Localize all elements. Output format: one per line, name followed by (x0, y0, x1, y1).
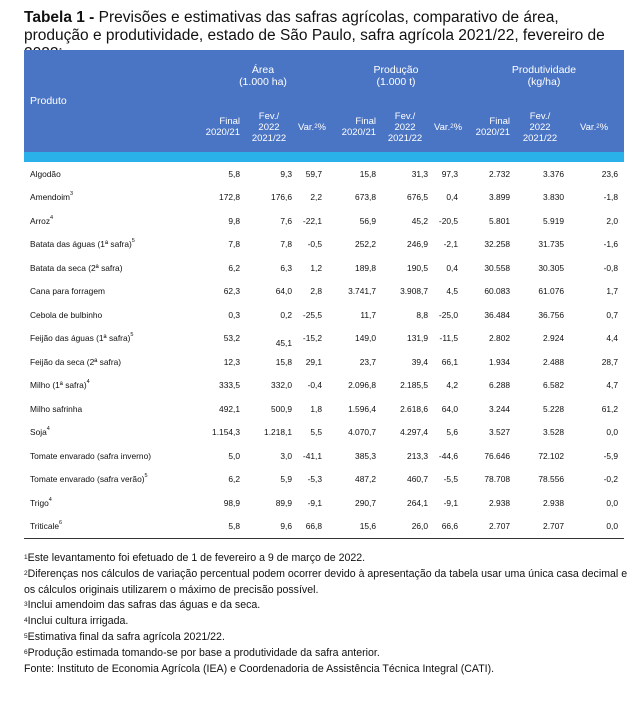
cell-k2: 31.735 (538, 239, 565, 250)
table-row (24, 162, 624, 186)
cell-a3: 1,8 (310, 403, 323, 414)
table-row (24, 491, 624, 515)
header-produto: Produto (24, 50, 198, 152)
cell-a2: 89,9 (275, 497, 292, 508)
footnote-text: Inclui amendoim das safras das águas e da seca. (27, 599, 261, 612)
crop-name (24, 491, 198, 515)
cell-p3: -20,5 (438, 215, 459, 226)
subheader-var-unit: % (599, 121, 609, 133)
subheader-fev-year: 2022 (258, 121, 280, 133)
cell-p2: 264,1 (407, 497, 429, 508)
cell-k2: 3.830 (543, 192, 565, 203)
subheader-area-fev (246, 102, 298, 152)
cell-a2: 7,8 (280, 239, 292, 250)
subheader-fev-label: Fev./ (529, 110, 551, 122)
crop-name (24, 327, 198, 351)
crop-name-text: Tomate envarado (safra verão) (30, 474, 145, 485)
subheader-fev-period: 2021/22 (522, 132, 558, 144)
cell-a3: -22,1 (302, 215, 323, 226)
subheader-area-final (198, 102, 246, 152)
cell-a1: 5,8 (228, 168, 240, 179)
subheader-fev-period: 2021/22 (251, 132, 287, 144)
cell-k1: 2.802 (489, 333, 511, 344)
cell-a3: -25,5 (302, 309, 323, 320)
crop-name-text: Cana para forragem (30, 286, 105, 297)
cell-k1: 30.558 (484, 262, 511, 273)
cell-k1: 3.527 (489, 427, 511, 438)
cell-p1: 385,3 (355, 450, 377, 461)
cell-a3: -9,1 (307, 497, 323, 508)
crop-name-text: Soja (30, 427, 47, 438)
cell-p1: 673,8 (355, 192, 377, 203)
cell-p1: 252,2 (355, 239, 377, 250)
cell-p1: 23,7 (359, 356, 377, 367)
cell-a2: 5,9 (280, 474, 292, 485)
cell-k1: 36.484 (484, 309, 511, 320)
crop-name-text: Feijão da seca (2ª safra) (30, 356, 122, 367)
header-group-produtividade-label: Produtividade (511, 64, 577, 76)
subheader-var-label: Var. (298, 121, 315, 133)
subheader-final-period: 2020/21 (341, 127, 377, 138)
table-body (24, 152, 624, 538)
cell-k3: 0,7 (606, 309, 619, 320)
subheader-final-period: 2020/21 (475, 127, 511, 138)
cell-p2: 31,3 (411, 168, 429, 179)
crop-name (24, 280, 198, 304)
cell-a1: 7,8 (228, 239, 240, 250)
cell-k2: 61.076 (538, 286, 565, 297)
cell-p2: 246,9 (407, 239, 429, 250)
cell-k3: 0,0 (606, 497, 619, 508)
subheader-fev-period: 2021/22 (387, 132, 423, 144)
cell-k3: 28,7 (601, 356, 619, 367)
table-row (24, 397, 624, 421)
cell-a2: 176,6 (271, 192, 292, 203)
table-row (24, 327, 624, 351)
cell-p2: 3.908,7 (400, 286, 429, 297)
footnote (24, 598, 629, 614)
cell-a1: 333,5 (219, 380, 240, 391)
cell-a3: -0,5 (307, 239, 323, 250)
header-group-producao-label: Produção (373, 64, 419, 76)
cell-k2: 30.305 (538, 262, 565, 273)
cell-k3: -1,8 (603, 192, 619, 203)
cell-k3: -0,8 (603, 262, 619, 273)
cell-a1: 5,8 (198, 515, 246, 539)
cell-k2: 5.228 (543, 403, 565, 414)
subheader-final-period: 2020/21 (205, 127, 240, 138)
subheader-var-footnote-ref: 2 (314, 123, 318, 130)
cell-p2: 676,5 (407, 192, 429, 203)
cell-k3: 2,0 (606, 215, 619, 226)
cell-k2: 36.756 (538, 309, 565, 320)
table-row (24, 374, 624, 398)
crop-name (24, 350, 198, 374)
cell-k2: 2.488 (543, 356, 565, 367)
subheader-var-label: Var. (434, 121, 451, 133)
crop-name (24, 374, 198, 398)
crop-name (24, 186, 198, 210)
cell-k3: 4,4 (606, 333, 619, 344)
cell-k2: 2.938 (543, 497, 565, 508)
subheader-fev-label: Fev./ (258, 110, 280, 122)
subheader-var-footnote-ref: 2 (450, 123, 454, 130)
footnote-number: 1 (24, 554, 28, 561)
table-row (24, 233, 624, 257)
cell-k2: 2.924 (543, 333, 565, 344)
cell-k3: 23,6 (601, 168, 619, 179)
crop-name-text: Batata da seca (2ª safra) (30, 262, 123, 273)
table-row (24, 350, 624, 374)
cell-a3: 2,2 (310, 192, 323, 203)
cell-p3: 97,3 (441, 168, 459, 179)
subheader-var-footnote-ref: 2 (596, 123, 600, 130)
table-row (24, 280, 624, 304)
cell-a1: 9,8 (228, 215, 240, 226)
cell-p2: 26,0 (382, 515, 434, 539)
cell-k2: 72.102 (538, 450, 565, 461)
cell-a3: 29,1 (305, 356, 323, 367)
subheader-final-label: Final (219, 116, 240, 127)
cell-a2: 332,0 (271, 380, 292, 391)
cell-a3: 2,8 (310, 286, 323, 297)
crop-name-text: Cebola de bulbinho (30, 309, 103, 320)
cell-a1: 62,3 (223, 286, 240, 297)
table-row (24, 256, 624, 280)
crop-table-container (24, 50, 624, 539)
cell-a3: 66,8 (298, 515, 328, 539)
cell-k3: 0,0 (606, 427, 619, 438)
cell-p1: 2.096,8 (348, 380, 377, 391)
cell-p3: 66,6 (434, 515, 464, 539)
table-title-text: Previsões e estimativas das safras agrícolas, comparativo de área, produção e produtividade, estado de São Paulo, safra agrícola 2021/22, fevereiro de (24, 9, 605, 44)
crop-footnote-ref: 5 (131, 238, 135, 245)
cell-p1: 15,8 (359, 168, 377, 179)
cell-a3: -41,1 (302, 450, 323, 461)
cell-a2: 0,2 (280, 309, 292, 320)
cell-p2: 8,8 (416, 309, 429, 320)
cell-a2: 64,0 (275, 286, 292, 297)
header-group-area-unit: (1.000 ha) (239, 76, 287, 88)
cell-k2: 3.528 (543, 427, 565, 438)
cell-a3: 1,2 (310, 262, 323, 273)
crop-name (24, 421, 198, 445)
crop-name (24, 515, 198, 539)
cell-p2: 131,9 (407, 333, 429, 344)
footnote-text: Diferenças nos cálculos de variação percentual podem ocorrer devido à apresentação da tabela usar uma única casa decimal e os cálculos originais utilizarem o máximo de precisão possível. (24, 567, 628, 596)
cell-k2: 6.582 (543, 380, 565, 391)
cell-a1: 172,8 (219, 192, 240, 203)
cell-a1: 12,3 (223, 356, 240, 367)
cell-a2: 15,8 (275, 356, 292, 367)
cell-k2: 78.556 (538, 474, 565, 485)
cell-p1: 3.741,7 (348, 286, 377, 297)
footnote (24, 567, 629, 599)
cell-a1: 492,1 (219, 403, 240, 414)
cell-p1: 149,0 (355, 333, 377, 344)
cell-a1: 0,3 (228, 309, 240, 320)
cell-p3: -44,6 (438, 450, 459, 461)
footnotes (24, 551, 629, 677)
cell-p2: 39,4 (411, 356, 429, 367)
subheader-produtividade-var (570, 102, 624, 152)
cell-k2: 3.376 (543, 168, 565, 179)
cell-p3: 0,4 (446, 192, 459, 203)
cell-p1: 290,7 (355, 497, 377, 508)
subheader-fev-label: Fev./ (394, 110, 416, 122)
cell-p3: -2,1 (443, 239, 459, 250)
subheader-producao-var (434, 102, 464, 152)
crop-footnote-ref: 4 (46, 426, 50, 433)
subheader-produtividade-fev (516, 102, 570, 152)
subheader-fev-year: 2022 (529, 121, 551, 133)
subheader-produtividade-final (464, 102, 516, 152)
cell-k3: 1,7 (606, 286, 619, 297)
cell-k3: 4,7 (606, 380, 619, 391)
crop-name (24, 303, 198, 327)
cell-p1: 189,8 (355, 262, 377, 273)
cell-a2: 9,6 (246, 515, 298, 539)
footnote (24, 551, 629, 567)
cell-p2: 213,3 (407, 450, 429, 461)
footnote-number: 5 (24, 632, 28, 640)
cell-p1: 487,2 (355, 474, 377, 485)
cell-p1: 11,7 (360, 309, 377, 320)
subheader-producao-fev (382, 102, 434, 152)
subheader-var-unit: % (317, 121, 326, 133)
cell-a1: 5,0 (228, 450, 240, 461)
footnote (24, 662, 629, 678)
table-row (24, 468, 624, 492)
cell-p3: 64,0 (441, 403, 459, 414)
cell-a3: 5,5 (310, 427, 323, 438)
cell-p3: 66,1 (441, 356, 459, 367)
subheader-fev-year: 2022 (394, 121, 416, 133)
crop-name-text: Arroz (30, 215, 51, 226)
crop-name (24, 162, 198, 186)
table-row (24, 421, 624, 445)
cell-a2: 6,3 (280, 262, 292, 273)
cell-k3: 61,2 (601, 403, 619, 414)
footnote-number: 6 (24, 648, 28, 656)
cell-p1: 1.596,4 (348, 403, 377, 414)
crop-name-text: Feijão das águas (1ª safra) (30, 333, 131, 344)
footnote-number: 2 (24, 569, 28, 577)
crop-name (24, 209, 198, 233)
subheader-final-label: Final (489, 116, 511, 127)
table-header (24, 50, 624, 152)
cell-p3: 5,6 (446, 427, 459, 438)
table-row (24, 303, 624, 327)
cell-a3: -5,3 (307, 474, 323, 485)
crop-footnote-ref: 4 (48, 496, 52, 503)
cell-a1: 53,2 (223, 333, 240, 344)
cell-k1: 2.707 (464, 515, 516, 539)
crop-name (24, 444, 198, 468)
footnote-number: 4 (24, 617, 28, 625)
cell-p3: -9,1 (443, 497, 459, 508)
cell-k1: 76.646 (484, 450, 511, 461)
subheader-final-label: Final (355, 116, 377, 127)
cell-k1: 2.938 (489, 497, 511, 508)
table-title-label: Tabela 1 - (24, 9, 95, 26)
cell-p3: -5,5 (443, 474, 459, 485)
crop-name-text: Amendoim (30, 192, 71, 203)
cell-a1: 1.154,3 (212, 427, 240, 438)
crop-footnote-ref: 5 (144, 473, 148, 480)
crop-name (24, 468, 198, 492)
footnote (24, 646, 629, 662)
crop-name (24, 233, 198, 257)
crop-name-text: Batata das águas (1ª safra) (30, 239, 132, 250)
cell-a1: 6,2 (228, 474, 240, 485)
table-row (24, 209, 624, 233)
footnote-text: Fonte: Instituto de Economia Agrícola (IEA) e Coordenadoria de Assistência Técnica Integral (CATI). (24, 662, 495, 675)
footnote-text: Produção estimada tomando-se por base a produtividade da safra anterior. (27, 646, 380, 659)
header-group-produtividade (464, 50, 624, 102)
cell-k1: 1.934 (489, 356, 511, 367)
cell-k3: -1,6 (603, 239, 619, 250)
cell-a1: 98,9 (223, 497, 240, 508)
cell-p2: 190,5 (407, 262, 429, 273)
footnote-text: Estimativa final da safra agrícola 2021/22. (27, 630, 225, 643)
footnote-text: Inclui cultura irrigada. (27, 615, 129, 628)
cell-p3: -25,0 (438, 309, 459, 320)
table-row (24, 515, 624, 539)
cell-a2: 3,0 (280, 450, 292, 461)
cell-k1: 5.801 (489, 215, 511, 226)
cell-p1: 15,6 (328, 515, 382, 539)
header-group-area (198, 50, 328, 102)
crop-footnote-ref: 6 (59, 520, 63, 526)
crop-footnote-ref: 3 (70, 191, 74, 198)
cell-k3: 0,0 (570, 515, 624, 539)
cell-k2: 2.707 (516, 515, 570, 539)
cell-k1: 2.732 (489, 168, 511, 179)
cell-a2: 500,9 (271, 403, 292, 414)
cell-p3: 0,4 (446, 262, 459, 273)
cell-p2: 4.297,4 (400, 427, 429, 438)
cell-p3: 4,2 (446, 380, 459, 391)
cell-a2: 45,1 (275, 338, 292, 348)
crop-name-text: Trigo (30, 497, 49, 508)
cell-a3: 59,7 (305, 168, 323, 179)
header-group-produtividade-unit: (kg/ha) (527, 76, 561, 88)
crop-name-text: Milho safrinha (30, 403, 83, 414)
crop-footnote-ref: 4 (86, 379, 90, 386)
subheader-producao-final (328, 102, 382, 152)
crop-name (24, 256, 198, 280)
cell-k1: 78.708 (484, 474, 511, 485)
header-group-producao-unit: (1.000 t) (376, 76, 416, 88)
cell-p1: 4.070,7 (348, 427, 377, 438)
cell-a1: 6,2 (228, 262, 240, 273)
crop-name (24, 397, 198, 421)
cell-k3: -5,9 (603, 450, 619, 461)
crop-name-text: Tomate envarado (safra inverno) (30, 450, 152, 461)
crop-table (24, 50, 624, 539)
footnote (24, 614, 629, 630)
header-group-area-label: Área (251, 64, 275, 76)
cell-k1: 3.899 (489, 192, 511, 203)
subheader-area-var (298, 102, 328, 152)
crop-name-text: Triticale (30, 521, 60, 531)
cell-p3: 4,5 (446, 286, 459, 297)
cell-p3: -11,5 (439, 333, 459, 344)
footnote-text: Este levantamento foi efetuado de 1 de fevereiro a 9 de março de 2022. (27, 552, 366, 564)
cell-p2: 2.618,6 (400, 403, 429, 414)
cell-p1: 56,9 (359, 215, 377, 226)
header-separator (24, 152, 624, 162)
cell-k1: 3.244 (489, 403, 511, 414)
crop-footnote-ref: 4 (50, 214, 54, 221)
header-group-producao (328, 50, 464, 102)
cell-k2: 5.919 (543, 215, 565, 226)
cell-k1: 60.083 (484, 286, 511, 297)
cell-a3: -0,4 (307, 380, 323, 391)
crop-footnote-ref: 5 (130, 332, 134, 339)
crop-name-text: Milho (1ª safra) (30, 380, 87, 391)
footnote-number: 3 (24, 601, 28, 609)
crop-name-text: Algodão (30, 168, 61, 179)
subheader-var-label: Var. (580, 121, 597, 133)
cell-k1: 32.258 (484, 239, 511, 250)
footnote (24, 630, 629, 646)
cell-a2: 9,3 (280, 168, 292, 179)
subheader-var-unit: % (453, 121, 463, 133)
cell-a2: 7,6 (280, 215, 292, 226)
table-row (24, 444, 624, 468)
cell-p2: 45,2 (411, 215, 429, 226)
cell-a2: 1.218,1 (264, 427, 292, 438)
cell-p2: 2.185,5 (400, 380, 429, 391)
table-row (24, 186, 624, 210)
cell-k1: 6.288 (489, 380, 511, 391)
cell-k3: -0,2 (603, 474, 619, 485)
cell-p2: 460,7 (407, 474, 429, 485)
cell-a3: -15,2 (302, 333, 323, 344)
